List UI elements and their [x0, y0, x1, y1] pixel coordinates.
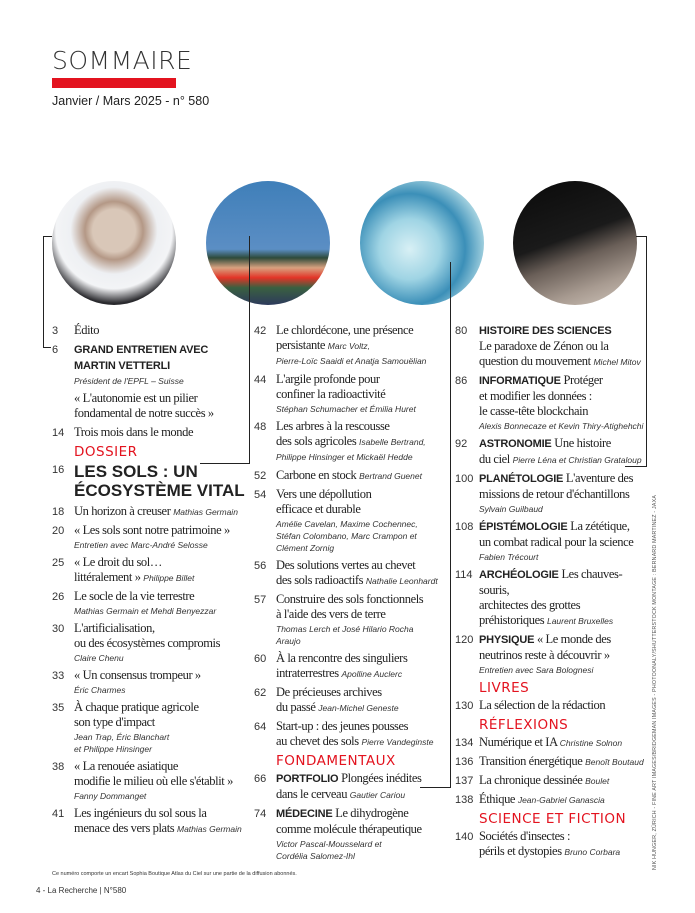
toc-entry[interactable] [52, 323, 248, 338]
page-number: 38 [52, 761, 65, 773]
entry-author: Jean-Gabriel Ganascia [517, 795, 605, 805]
page-title: SOMMAIRE [52, 46, 193, 75]
section-heading: FONDAMENTAUX [276, 753, 396, 769]
page-number: 100 [455, 473, 474, 485]
title-underline [52, 78, 176, 88]
toc-entry[interactable] [52, 806, 248, 836]
entry-author: Fabien Trécourt [479, 552, 539, 562]
entry-text [276, 419, 426, 464]
toc-entry[interactable] [52, 589, 248, 617]
toc-entry[interactable] [52, 425, 248, 440]
connector-line [43, 236, 44, 348]
entry-author: Claire Chenu [74, 653, 124, 663]
entry-text [74, 668, 201, 696]
entry-title: Numérique et IA [479, 735, 558, 749]
entry-text [479, 373, 643, 432]
entry-author: Benoît Boutaud [585, 757, 644, 767]
entry-text [479, 471, 633, 515]
toc-entry[interactable] [52, 391, 248, 421]
entry-title: Transition énergétique [479, 754, 583, 768]
toc-entry[interactable] [254, 372, 440, 415]
entry-title: « Le monde des neutrinos reste à découvrir » [479, 632, 611, 662]
entry-text [276, 719, 433, 749]
page-number: 33 [52, 670, 65, 682]
entry-title: LES SOLS : UN ÉCOSYSTÈME VITAL [74, 462, 245, 500]
entry-title: Le chlordécone, une présence persistante [276, 323, 414, 352]
toc-entry[interactable] [52, 668, 248, 696]
toc-column-2 [254, 323, 440, 866]
entry-author: Bruno Corbara [564, 847, 621, 857]
hydrogen-image [360, 181, 484, 305]
connector-line [646, 236, 647, 467]
page-number: 134 [455, 737, 474, 749]
toc-entry[interactable] [52, 523, 248, 551]
entry-text [74, 323, 99, 338]
page-number: 26 [52, 591, 65, 603]
page-number: 44 [254, 374, 267, 386]
entry-author: Amélie Cavelan, Maxime Cochennec, Stéfan Colombano, Marc Crampon et Clément Zornig [276, 519, 418, 553]
connector-line [43, 236, 52, 237]
entry-author: Christine Solnon [559, 738, 623, 748]
entry-title: Trois mois dans le monde [74, 425, 194, 439]
toc-entry[interactable] [455, 373, 645, 432]
page-number: 57 [254, 594, 267, 606]
entry-section: MÉDECINE [276, 808, 333, 820]
entry-author: Victor Pascal-Mousselard et Cordélia Salomez-Ihl [276, 839, 382, 861]
entry-title: La chronique dessinée [479, 773, 583, 787]
page-number: 86 [455, 375, 468, 387]
toc-entry[interactable] [455, 698, 645, 713]
entry-author: Isabelle Bertrand, Philippe Hinsinger et Mickaël Hedde [276, 437, 426, 462]
entry-author: Marc Voltz, Pierre-Loïc Saaidi et Anatja Samouëlian [276, 341, 427, 366]
entry-author: Philippe Billet [143, 573, 195, 583]
entry-title: À la rencontre des singuliers intraterrestres [276, 651, 408, 680]
page-number: 80 [455, 325, 468, 337]
entry-section: ARCHÉOLOGIE [479, 569, 559, 581]
entry-text [74, 621, 220, 664]
entry-section: HISTOIRE DES SCIENCES [479, 325, 612, 337]
entry-author: Stéphan Schumacher et Émilia Huret [276, 404, 416, 414]
page-number: 6 [52, 344, 59, 356]
toc-entry[interactable] [455, 829, 645, 859]
entry-title: Vers une dépollution efficace et durable [276, 487, 372, 516]
entry-text [479, 698, 605, 713]
page-number: 108 [455, 521, 474, 533]
entry-title: Protéger et modifier les données : le casse-tête blockchain [479, 373, 603, 418]
toc-entry[interactable] [254, 323, 440, 368]
entry-text [74, 589, 216, 617]
toc-entry[interactable] [455, 323, 645, 369]
toc-entry[interactable] [254, 592, 440, 647]
issue-date: Janvier / Mars 2025 - n° 580 [52, 94, 210, 108]
entry-text [276, 372, 416, 415]
page-footer: 4 - La Recherche | N°580 [36, 886, 127, 895]
entry-title: Un horizon à creuser [74, 504, 171, 518]
toc-entry[interactable] [254, 771, 440, 802]
section-heading: RÉFLEXIONS [479, 717, 569, 733]
entry-title: Une histoire du ciel [479, 436, 611, 466]
toc-entry[interactable] [254, 558, 440, 588]
entry-author: Boulet [585, 776, 610, 786]
entry-title: « Un consensus trompeur » [74, 668, 201, 682]
toc-column-3 [455, 323, 645, 863]
page-number: 64 [254, 721, 267, 733]
toc-entry[interactable] [254, 806, 440, 862]
entry-text [276, 592, 440, 647]
entry-text [276, 771, 421, 802]
entry-title: À chaque pratique agricole son type d'impact [74, 700, 199, 729]
entry-author: Entretien avec Marc-André Selosse [74, 540, 208, 550]
toc-entry[interactable] [455, 735, 645, 750]
entry-text [276, 806, 422, 862]
toc-entry[interactable] [455, 754, 645, 769]
entry-text [74, 342, 208, 387]
connector-line [450, 262, 451, 788]
page-number: 56 [254, 560, 267, 572]
entry-text [479, 519, 633, 563]
entry-author: Jean-Michel Geneste [318, 703, 399, 713]
toc-entry[interactable] [455, 471, 645, 515]
entry-text [479, 567, 645, 628]
page-number: 140 [455, 831, 474, 843]
entry-author: Entretien avec Sara Bolognesi [479, 665, 594, 675]
page-number: 52 [254, 470, 267, 482]
toc-entry[interactable] [455, 567, 645, 628]
section-heading: DOSSIER [74, 444, 138, 460]
entry-author: Mathias Germain et Mehdi Benyezzar [74, 606, 217, 616]
page-number: 35 [52, 702, 65, 714]
toc-entry[interactable] [254, 419, 440, 464]
entry-author: Apolline Auclerc [341, 669, 403, 679]
toc-entry[interactable] [254, 685, 440, 715]
entry-title: Les arbres à la rescousse des sols agricoles [276, 419, 390, 448]
entry-section: INFORMATIQUE [479, 375, 561, 387]
entry-title: Les ingénieurs du sol sous la menace des vers plats [74, 806, 207, 835]
entry-text [479, 773, 609, 788]
connector-line [43, 347, 51, 348]
entry-title: Le dihydrogène comme molécule thérapeutique [276, 806, 422, 836]
entry-title: L'argile profonde pour confiner la radioactivité [276, 372, 386, 401]
toc-entry[interactable] [455, 519, 645, 563]
entry-title: Start-up : des jeunes pousses au chevet des sols [276, 719, 409, 748]
entry-section: PORTFOLIO [276, 773, 339, 785]
toc-entry[interactable] [52, 462, 248, 500]
page-number: 3 [52, 325, 59, 337]
insert-note: Ce numéro comporte un encart Sophia Boutique Atlas du Ciel sur une partie de la diffusion abonnés. [52, 871, 297, 877]
entry-title: L'aventure des missions de retour d'échantillons [479, 471, 634, 501]
entry-title: Plongées inédites dans le cerveau [276, 771, 422, 801]
toc-column-1 [52, 323, 248, 840]
entry-author: Jean Trap, Éric Blanchart et Philippe Hinsinger [74, 732, 170, 754]
page-number: 120 [455, 634, 474, 646]
entry-text [479, 735, 622, 750]
entry-author: Alexis Bonnecaze et Kevin Thiry-Atighehchi [479, 421, 644, 431]
toc-entry[interactable] [254, 487, 440, 554]
photo-credits: NIK HUNGER, ZÜRICH - FINE ART IMAGES/BRIDGEMAN IMAGES - PHOTOONALY/SHUTTERSTOCK MONTAGE : BERNARD MARTINEZ - JAXA [652, 494, 658, 870]
entry-text [74, 425, 193, 440]
entry-title: Sociétés d'insectes : périls et dystopies [479, 829, 571, 858]
entry-section: ASTRONOMIE [479, 438, 552, 450]
page-number: 92 [455, 438, 468, 450]
page-number: 20 [52, 525, 65, 537]
entry-title: « Le droit du sol… littéralement » [74, 555, 162, 584]
page-number: 138 [455, 794, 474, 806]
entry-section: PHYSIQUE [479, 634, 535, 646]
entry-title: L'artificialisation, ou des écosystèmes compromis [74, 621, 221, 650]
entry-author: Gautier Cariou [349, 790, 406, 800]
entry-section: PLANÉTOLOGIE [479, 473, 564, 485]
entry-author: Laurent Bruxelles [546, 616, 614, 626]
toc-entry[interactable] [52, 621, 248, 664]
entry-title: Le paradoxe de Zénon ou la question du mouvement [479, 339, 609, 368]
entry-text [74, 523, 230, 551]
page-number: 30 [52, 623, 65, 635]
painting-image [206, 181, 330, 305]
page-number [52, 391, 74, 421]
toc-entry[interactable] [52, 555, 248, 585]
entry-title: Carbone en stock [276, 468, 357, 482]
entry-text [74, 759, 233, 802]
entry-section: ÉPISTÉMOLOGIE [479, 521, 568, 533]
entry-author: Thomas Lerch et José Hilario Rocha Araujo [276, 624, 414, 646]
toc-entry[interactable] [52, 504, 248, 519]
page-number: 14 [52, 427, 65, 439]
entry-title: Édito [74, 323, 100, 337]
toc-entry[interactable] [254, 651, 440, 681]
entry-text [74, 700, 199, 755]
entry-text [74, 504, 238, 519]
entry-text [276, 685, 399, 715]
entry-author: Fanny Dommanget [74, 791, 147, 801]
toc-entry[interactable] [52, 759, 248, 802]
entry-author: Pierre Vandeginste [361, 737, 434, 747]
page-number: 130 [455, 700, 474, 712]
page-number: 66 [254, 773, 267, 785]
connector-line [249, 236, 250, 464]
entry-author: Bertrand Guenet [359, 471, 422, 481]
toc-entry[interactable] [254, 468, 440, 483]
entry-title: Les chauves-souris, architectes des grottes préhistoriques [479, 567, 623, 627]
entry-title: « L'autonomie est un pilier fondamental de notre succès » [74, 391, 214, 420]
entry-author: Sylvain Guilbaud [479, 504, 543, 514]
entry-title: Le socle de la vie terrestre [74, 589, 195, 603]
page-number: 137 [455, 775, 474, 787]
entry-text [479, 436, 642, 467]
entry-title: Des solutions vertes au chevet des sols radioactifs [276, 558, 416, 587]
toc-entry[interactable] [455, 436, 645, 467]
entry-text [276, 468, 422, 483]
page-number: 60 [254, 653, 267, 665]
toc-entry[interactable] [52, 700, 248, 755]
entry-text [74, 391, 214, 421]
entry-title: « Les sols sont notre patrimoine » [74, 523, 230, 537]
page-number: 16 [52, 464, 65, 476]
entry-author: Nathalie Leonhardt [365, 576, 438, 586]
entry-title: De précieuses archives du passé [276, 685, 382, 714]
entry-author: Éric Charmes [74, 685, 126, 695]
page-number: 114 [455, 569, 473, 581]
entry-text [74, 806, 242, 836]
entry-title: La zététique, un combat radical pour la science [479, 519, 634, 549]
page-number: 48 [254, 421, 267, 433]
section-heading: SCIENCE ET FICTION [479, 811, 627, 827]
toc-entry[interactable] [455, 792, 645, 807]
toc-entry[interactable] [455, 632, 645, 676]
entry-title: La sélection de la rédaction [479, 698, 606, 712]
page-number: 41 [52, 808, 65, 820]
entry-title: Construire des sols fonctionnels à l'aide des vers de terre [276, 592, 424, 621]
entry-text [479, 792, 605, 807]
entry-author: Président de l'EPFL – Suisse [74, 376, 184, 386]
entry-text [276, 323, 426, 368]
page-number: 25 [52, 557, 65, 569]
entry-author: Mathias Germain [176, 824, 242, 834]
page-number: 62 [254, 687, 267, 699]
entry-text [74, 555, 194, 585]
page-number: 42 [254, 325, 267, 337]
page-number: 74 [254, 808, 267, 820]
toc-entry[interactable] [455, 773, 645, 788]
entry-text [276, 558, 438, 588]
entry-text [276, 651, 407, 681]
entry-author: Mathias Germain [173, 507, 238, 517]
entry-text [479, 829, 620, 859]
entry-title: Éthique [479, 792, 516, 806]
page-number: 54 [254, 489, 267, 501]
entry-text [479, 754, 644, 769]
entry-section: GRAND ENTRETIEN AVEC MARTIN VETTERLI [74, 344, 209, 372]
entry-author: Michel Mitov [593, 357, 641, 367]
section-heading: LIVRES [479, 680, 530, 696]
entry-title: « La renouée asiatique modifie le milieu où elle s'établit » [74, 759, 233, 788]
toc-entry[interactable] [52, 342, 248, 387]
entry-text [479, 632, 611, 676]
entry-text [74, 462, 245, 500]
entry-author: Pierre Léna et Christian Grataloup [512, 455, 642, 465]
toc-entry[interactable] [254, 719, 440, 749]
page-number: 136 [455, 756, 474, 768]
page-number: 18 [52, 506, 65, 518]
spacecraft-image [513, 181, 637, 305]
entry-text [276, 487, 418, 554]
entry-text [479, 323, 641, 369]
portrait-image [52, 181, 176, 305]
